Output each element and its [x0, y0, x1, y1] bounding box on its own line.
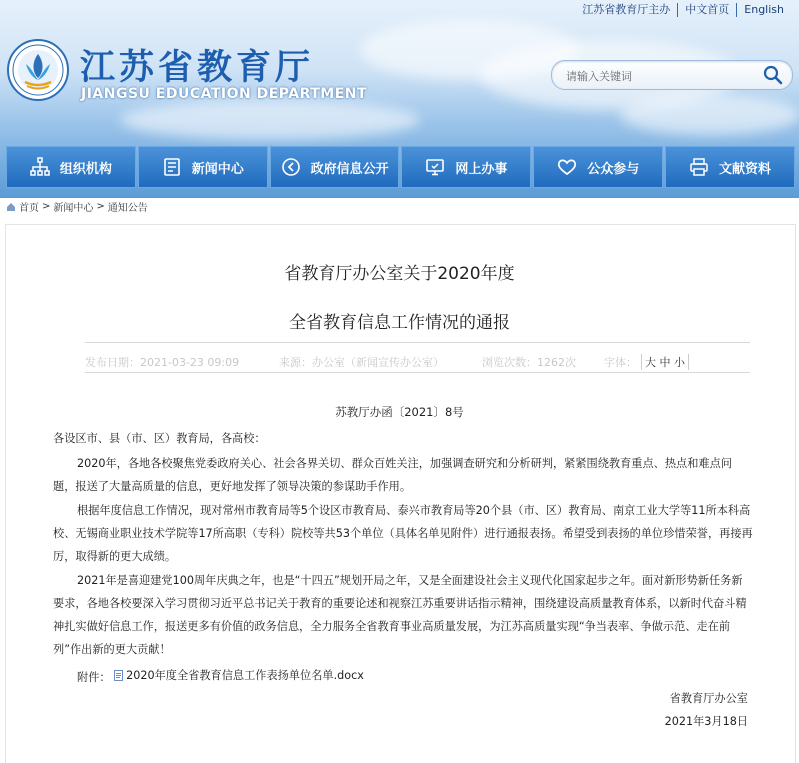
attachment-link[interactable]: [114, 664, 364, 687]
sponsor-text: 江苏省教育厅主办: [582, 3, 671, 16]
breadcrumb-news-link[interactable]: 新闻中心: [53, 203, 94, 214]
breadcrumb-separator: >: [96, 201, 105, 212]
article-source: 来源：办公室（新闻宣传办公室）: [279, 356, 444, 369]
nav-label: 文献资料: [719, 161, 772, 177]
search-input[interactable]: [564, 66, 753, 86]
word-document-icon: [114, 670, 123, 681]
article-meta: [85, 354, 750, 370]
nav-item-gov-info[interactable]: [270, 146, 400, 188]
newspaper-icon: [162, 157, 182, 177]
paragraph-1: 2020年，各地各校聚焦党委政府关心、社会各界关切、群众百姓关注，加强调查研究和分析研判，紧紧围绕教育重点、热点和难点问题，报送了大量高质量的信息，更好地发挥了领导决策的参谋助手作用。: [53, 457, 732, 493]
search-box: [551, 60, 793, 90]
nav-label: 公众参与: [587, 161, 640, 177]
nav-label: 政府信息公开: [310, 161, 389, 177]
printer-icon: [689, 157, 709, 177]
nav-item-news-center[interactable]: [138, 146, 268, 188]
nav-item-documents[interactable]: [665, 146, 795, 188]
divider: [85, 372, 750, 373]
breadcrumb-separator: >: [42, 201, 51, 212]
view-count: 浏览次数：1262次: [482, 356, 576, 369]
article-title-line-2: 全省教育信息工作情况的通报: [289, 313, 510, 333]
nav-label: 新闻中心: [191, 161, 244, 177]
monitor-icon: [425, 157, 445, 177]
breadcrumb: [6, 199, 148, 214]
search-icon[interactable]: [762, 65, 784, 85]
attachment-label: 附件：: [77, 671, 111, 684]
site-title-en: JIANGSU EDUCATION DEPARTMENT: [81, 86, 368, 102]
heart-icon: [557, 157, 577, 177]
attachment-filename: 2020年度全省教育信息工作表扬单位名单.docx: [126, 669, 364, 682]
org-chart-icon: [30, 157, 50, 177]
attachment-row: [77, 664, 727, 689]
nav-item-public-participation[interactable]: [533, 146, 663, 188]
article-title-line-1: 省教育厅办公室关于2020年度: [284, 264, 515, 284]
font-size-label: 字体：: [604, 356, 637, 369]
nav-label: 组织机构: [59, 161, 112, 177]
site-header: [0, 0, 799, 198]
nav-item-organization[interactable]: [6, 146, 136, 188]
font-size-switcher: [641, 354, 689, 370]
main-nav: [6, 146, 795, 188]
signature-date: 2021年3月18日: [664, 715, 748, 728]
salutation: 各设区市、县（市、区）教育局，各高校：: [53, 432, 266, 445]
gov-info-icon: [281, 157, 301, 177]
english-link[interactable]: English: [736, 3, 791, 17]
header-cloud: [620, 95, 799, 135]
paragraph-2: 根据年度信息工作情况，现对常州市教育局等5个设区市教育局、泰兴市教育局等20个县（市、区）教育局、南京工业大学等11所本科高校、无锡商业职业技术学院等17所高职（专科）院校等共53个单位（具体名单见附件）进行通报表扬。希望受到表扬的单位珍惜荣誉，再接再厉，取得新的更大成绩。: [53, 504, 753, 563]
publish-date: 发布日期：2021-03-23 09:09: [85, 356, 240, 369]
nav-item-online-services[interactable]: [401, 146, 531, 188]
divider: [85, 342, 750, 343]
top-links: [575, 3, 791, 17]
site-title-cn: 江苏省教育厅: [80, 48, 315, 88]
header-cloud: [120, 100, 420, 140]
education-department-logo-icon[interactable]: [6, 38, 70, 102]
font-size-medium[interactable]: 中: [659, 356, 671, 369]
chinese-home-link[interactable]: 中文首页: [677, 3, 736, 17]
nav-label: 网上办事: [455, 161, 508, 177]
document-number: 苏教厅办函〔2021〕8号: [335, 405, 464, 419]
breadcrumb-current[interactable]: 通知公告: [107, 203, 148, 214]
signature-office: 省教育厅办公室: [669, 692, 748, 705]
paragraph-3: 2021年是喜迎建党100周年庆典之年，也是“十四五”规划开局之年，又是全面建设社会主义现代化国家起步之年。面对新形势新任务新要求，各地各校要深入学习贯彻习近平总书记关于教育的重要论述和视察江苏重要讲话指示精神，围绕建设高质量教育体系，以新时代奋斗精神扎实做好信息工作，报送更多有价值的政务信息，全力服务全省教育事业高质量发展，为江苏高质量实现“争当表率、争做示范、走在前列”作出新的更大贡献！: [53, 574, 747, 656]
font-size-large[interactable]: 大: [645, 356, 656, 369]
font-size-small[interactable]: 小: [674, 356, 685, 369]
breadcrumb-home-link[interactable]: 首页: [19, 203, 39, 214]
home-icon: [6, 202, 16, 212]
